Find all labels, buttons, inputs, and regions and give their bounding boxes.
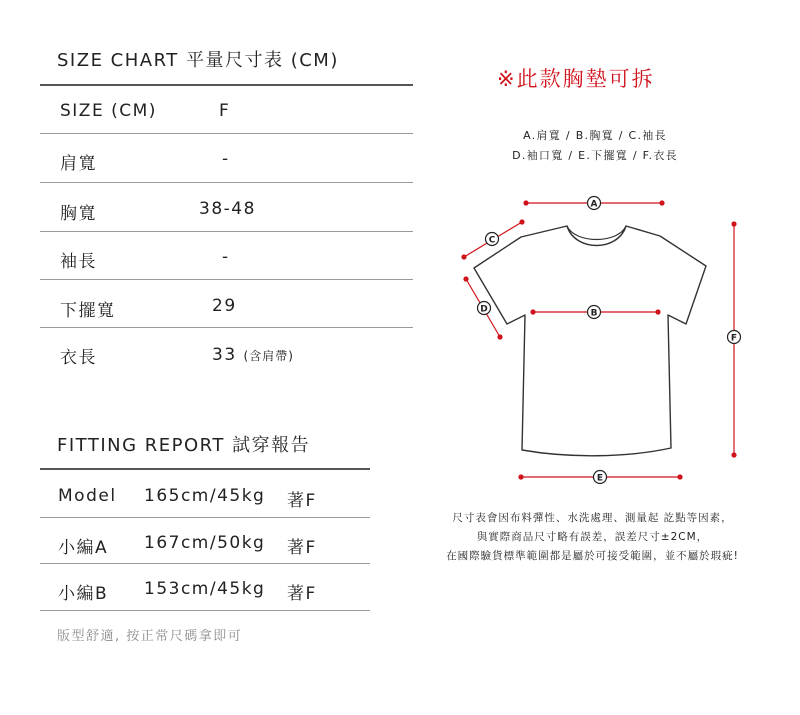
fitting-divider <box>40 517 370 518</box>
marker-c <box>486 233 499 246</box>
fitting-name-editor-a: 小編A <box>58 538 109 558</box>
fitting-size-editor-b: 著F <box>287 584 317 604</box>
row-label-hem: 下擺寬 <box>60 301 116 321</box>
marker-e <box>594 471 607 484</box>
row-divider <box>40 231 413 232</box>
disclaimer-line-1: 尺寸表會因布料彈性、水洗處理、測量起 訖點等因素， <box>452 512 733 524</box>
marker-a-text: A <box>590 199 598 210</box>
row-label-sleeve: 袖長 <box>60 252 97 272</box>
length-value: 33 <box>212 345 237 365</box>
size-chart-header-label: SIZE (CM) <box>60 101 157 121</box>
fitting-size-editor-a: 著F <box>287 538 317 558</box>
marker-d <box>478 302 491 315</box>
legend-line-2: D.袖口寬 / E.下擺寬 / F.衣長 <box>512 149 678 162</box>
measurement-disclaimer <box>400 509 785 566</box>
row-value-shoulder: - <box>222 149 230 169</box>
removable-pad-note: ※此款胸墊可拆 <box>497 67 655 91</box>
row-value-length <box>212 345 294 365</box>
legend-line-1: A.肩寬 / B.胸寬 / C.袖長 <box>523 129 667 142</box>
tshirt-neckline <box>567 226 626 240</box>
disclaimer-line-2: 與實際商品尺寸略有誤差，誤差尺寸±2CM， <box>476 531 709 543</box>
fitting-name-editor-b: 小編B <box>58 584 109 604</box>
marker-f <box>728 331 741 344</box>
row-divider <box>40 133 413 134</box>
row-divider <box>40 182 413 183</box>
row-divider <box>40 279 413 280</box>
fitting-name-model: Model <box>58 486 117 506</box>
marker-f-text: F <box>730 333 738 344</box>
size-chart-title: SIZE CHART 平量尺寸表 (CM) <box>57 50 339 71</box>
row-value-chest: 38-48 <box>199 199 256 219</box>
marker-b-text: B <box>590 308 598 319</box>
tshirt-outline <box>474 226 706 456</box>
marker-e-text: E <box>596 473 604 484</box>
fitting-divider <box>40 563 370 564</box>
fitting-measure-model: 165cm/45kg <box>144 486 266 506</box>
fitting-measure-editor-a: 167cm/50kg <box>144 533 266 553</box>
length-note: (含肩帶) <box>243 349 294 363</box>
row-label-chest: 胸寬 <box>60 204 97 224</box>
marker-b <box>588 306 601 319</box>
row-label-shoulder: 肩寬 <box>60 154 97 174</box>
size-chart-divider-top <box>40 84 413 86</box>
fitting-size-model: 著F <box>287 491 317 511</box>
row-divider <box>40 327 413 328</box>
row-label-length: 衣長 <box>60 348 97 368</box>
marker-d-text: D <box>480 304 488 315</box>
marker-a <box>588 197 601 210</box>
fitting-divider-top <box>40 468 370 470</box>
disclaimer-line-3: 在國際驗貨標準範圍都是屬於可接受範圍，並不屬於瑕疵! <box>446 550 739 562</box>
marker-c-text: C <box>488 235 496 246</box>
fitting-report-title: FITTING REPORT 試穿報告 <box>57 435 311 456</box>
tshirt-diagram <box>440 180 800 500</box>
measurement-legend <box>430 126 760 166</box>
row-value-hem: 29 <box>212 296 237 316</box>
fitting-divider <box>40 610 370 611</box>
size-chart-header-value: F <box>219 101 231 121</box>
fitting-footnote: 版型舒適, 按正常尺碼拿即可 <box>57 629 243 644</box>
fitting-measure-editor-b: 153cm/45kg <box>144 579 266 599</box>
row-value-sleeve: - <box>222 247 230 267</box>
